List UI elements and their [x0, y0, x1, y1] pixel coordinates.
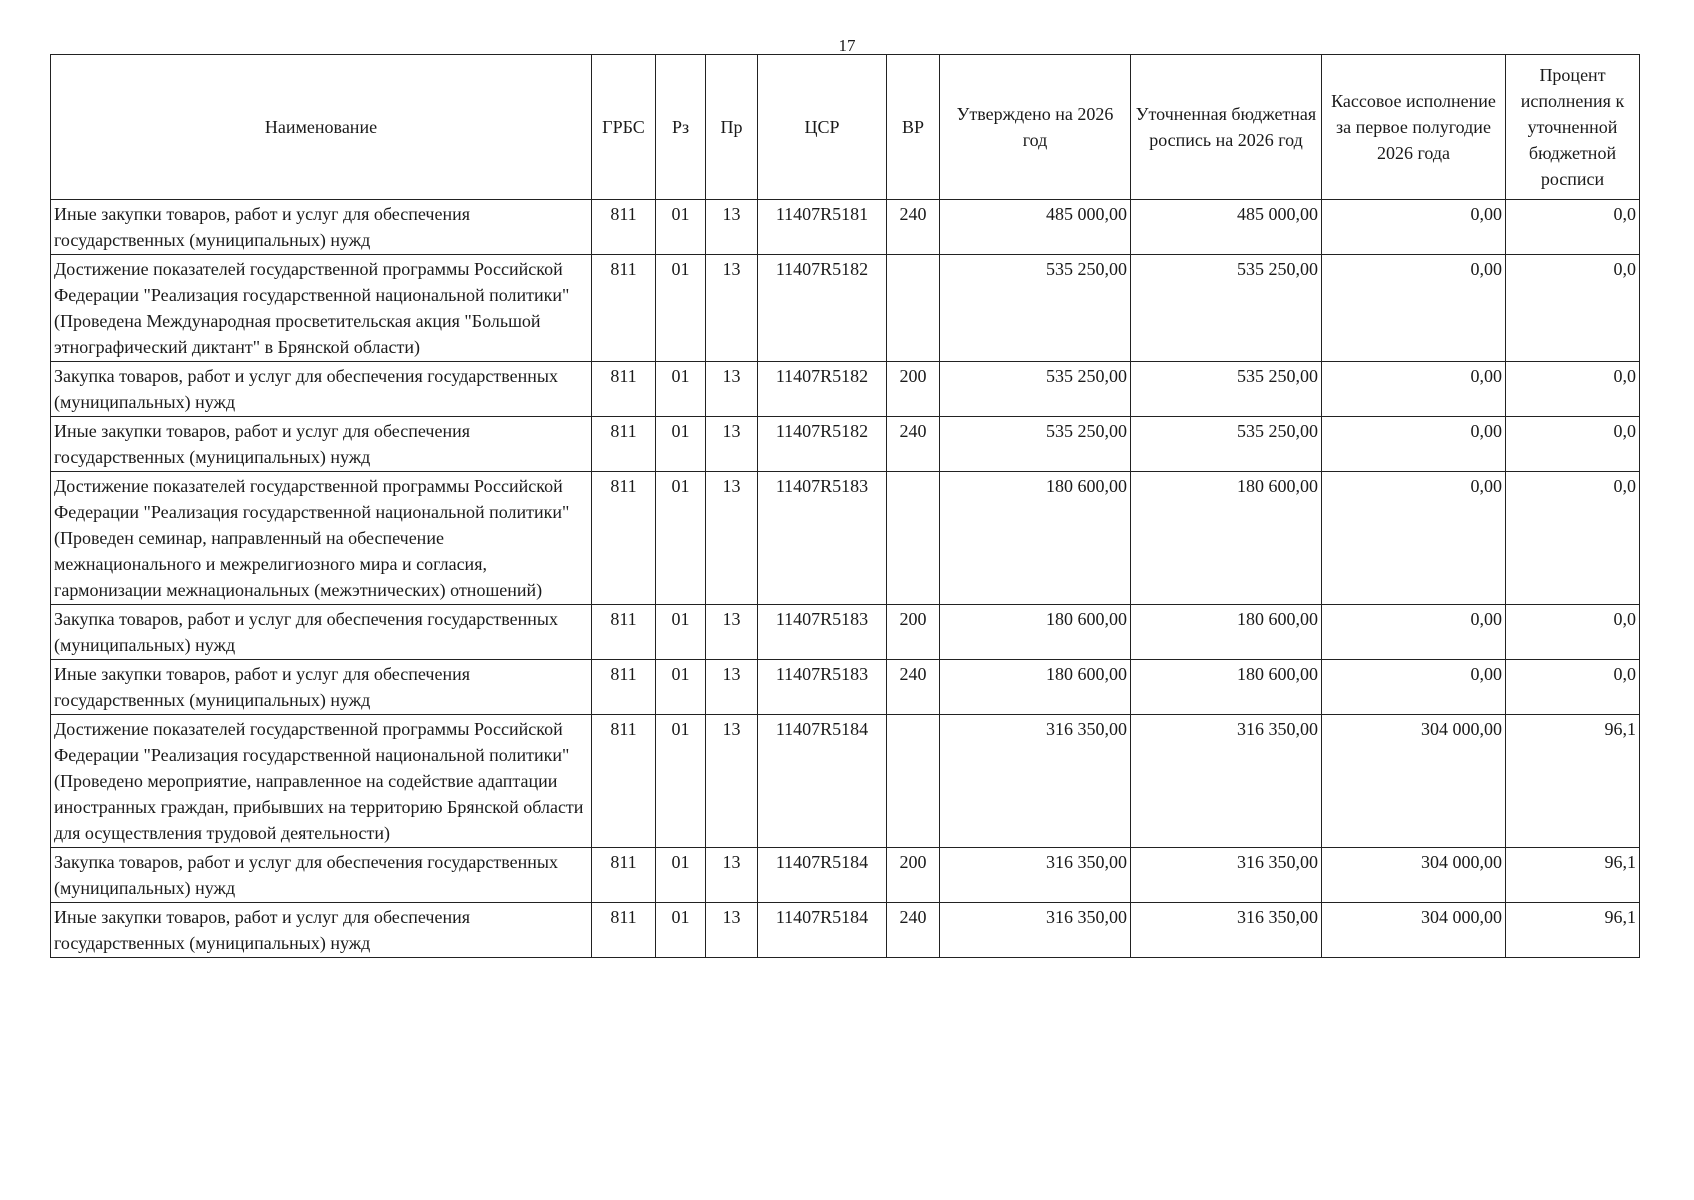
cell-grbs: 811 — [592, 903, 656, 958]
cell-vr — [887, 255, 940, 362]
cell-csr: 11407R5182 — [758, 362, 887, 417]
cell-csr: 11407R5184 — [758, 848, 887, 903]
cell-name: Иные закупки товаров, работ и услуг для обеспечения государственных (муниципальных) нужд — [51, 417, 592, 472]
cell-adjusted: 316 350,00 — [1131, 903, 1322, 958]
cell-grbs: 811 — [592, 417, 656, 472]
cell-cash: 0,00 — [1322, 660, 1506, 715]
page-number: 17 — [838, 36, 856, 55]
cell-rz: 01 — [656, 417, 706, 472]
table-row — [51, 417, 1640, 472]
cell-percent: 96,1 — [1506, 903, 1640, 958]
cell-grbs: 811 — [592, 472, 656, 605]
cell-approved: 535 250,00 — [940, 255, 1131, 362]
cell-csr: 11407R5184 — [758, 715, 887, 848]
cell-csr: 11407R5181 — [758, 200, 887, 255]
cell-vr: 200 — [887, 605, 940, 660]
cell-grbs: 811 — [592, 362, 656, 417]
cell-cash: 304 000,00 — [1322, 715, 1506, 848]
cell-adjusted: 180 600,00 — [1131, 605, 1322, 660]
cell-pr: 13 — [706, 200, 758, 255]
cell-vr — [887, 715, 940, 848]
cell-adjusted: 180 600,00 — [1131, 472, 1322, 605]
cell-rz: 01 — [656, 200, 706, 255]
cell-percent: 0,0 — [1506, 255, 1640, 362]
cell-csr: 11407R5183 — [758, 660, 887, 715]
header-rz: Рз — [656, 55, 706, 200]
cell-pr: 13 — [706, 715, 758, 848]
cell-name: Иные закупки товаров, работ и услуг для обеспечения государственных (муниципальных) нужд — [51, 903, 592, 958]
cell-cash: 304 000,00 — [1322, 903, 1506, 958]
cell-vr: 200 — [887, 362, 940, 417]
cell-grbs: 811 — [592, 660, 656, 715]
cell-cash: 0,00 — [1322, 472, 1506, 605]
cell-cash: 0,00 — [1322, 417, 1506, 472]
cell-pr: 13 — [706, 255, 758, 362]
cell-csr: 11407R5183 — [758, 605, 887, 660]
table-row — [51, 255, 1640, 362]
cell-rz: 01 — [656, 362, 706, 417]
cell-vr: 240 — [887, 200, 940, 255]
cell-grbs: 811 — [592, 605, 656, 660]
header-csr: ЦСР — [758, 55, 887, 200]
cell-grbs: 811 — [592, 255, 656, 362]
cell-name: Иные закупки товаров, работ и услуг для обеспечения государственных (муниципальных) нужд — [51, 660, 592, 715]
cell-rz: 01 — [656, 472, 706, 605]
cell-approved: 316 350,00 — [940, 848, 1131, 903]
header-vr: ВР — [887, 55, 940, 200]
header-approved: Утверждено на 2026 год — [940, 55, 1131, 200]
cell-approved: 316 350,00 — [940, 903, 1131, 958]
cell-name: Закупка товаров, работ и услуг для обеспечения государственных (муниципальных) нужд — [51, 848, 592, 903]
cell-approved: 180 600,00 — [940, 660, 1131, 715]
header-grbs: ГРБС — [592, 55, 656, 200]
cell-adjusted: 485 000,00 — [1131, 200, 1322, 255]
cell-vr: 240 — [887, 660, 940, 715]
cell-grbs: 811 — [592, 848, 656, 903]
table-header-row — [51, 55, 1640, 200]
cell-percent: 0,0 — [1506, 472, 1640, 605]
cell-percent: 96,1 — [1506, 848, 1640, 903]
cell-name: Иные закупки товаров, работ и услуг для обеспечения государственных (муниципальных) нужд — [51, 200, 592, 255]
cell-pr: 13 — [706, 605, 758, 660]
cell-rz: 01 — [656, 903, 706, 958]
cell-approved: 316 350,00 — [940, 715, 1131, 848]
cell-adjusted: 316 350,00 — [1131, 715, 1322, 848]
cell-vr — [887, 472, 940, 605]
cell-name: Достижение показателей государственной программы Российской Федерации "Реализация государственной национальной политики" (Проведено мероприятие, направленное на содействие адаптации иностранных граждан, прибывших на территорию Брянской области для осуществления трудовой деятельности) — [51, 715, 592, 848]
cell-pr: 13 — [706, 903, 758, 958]
cell-vr: 240 — [887, 417, 940, 472]
cell-adjusted: 535 250,00 — [1131, 417, 1322, 472]
table-row — [51, 200, 1640, 255]
table-row — [51, 605, 1640, 660]
cell-pr: 13 — [706, 417, 758, 472]
table-row — [51, 903, 1640, 958]
cell-vr: 240 — [887, 903, 940, 958]
cell-approved: 535 250,00 — [940, 417, 1131, 472]
cell-grbs: 811 — [592, 715, 656, 848]
cell-vr: 200 — [887, 848, 940, 903]
cell-rz: 01 — [656, 660, 706, 715]
header-pr: Пр — [706, 55, 758, 200]
cell-adjusted: 535 250,00 — [1131, 362, 1322, 417]
cell-adjusted: 180 600,00 — [1131, 660, 1322, 715]
cell-cash: 0,00 — [1322, 605, 1506, 660]
cell-grbs: 811 — [592, 200, 656, 255]
cell-percent: 0,0 — [1506, 417, 1640, 472]
cell-approved: 485 000,00 — [940, 200, 1131, 255]
header-percent: Процент исполнения к уточненной бюджетной росписи — [1506, 55, 1640, 200]
cell-pr: 13 — [706, 848, 758, 903]
budget-table — [50, 54, 1640, 958]
cell-approved: 180 600,00 — [940, 472, 1131, 605]
header-cash: Кассовое исполнение за первое полугодие 2026 года — [1322, 55, 1506, 200]
cell-name: Закупка товаров, работ и услуг для обеспечения государственных (муниципальных) нужд — [51, 362, 592, 417]
table-row — [51, 472, 1640, 605]
cell-percent: 96,1 — [1506, 715, 1640, 848]
cell-adjusted: 316 350,00 — [1131, 848, 1322, 903]
table-row — [51, 362, 1640, 417]
table-row — [51, 660, 1640, 715]
cell-csr: 11407R5182 — [758, 417, 887, 472]
cell-rz: 01 — [656, 255, 706, 362]
cell-adjusted: 535 250,00 — [1131, 255, 1322, 362]
header-name: Наименование — [51, 55, 592, 200]
cell-percent: 0,0 — [1506, 362, 1640, 417]
cell-cash: 304 000,00 — [1322, 848, 1506, 903]
cell-rz: 01 — [656, 715, 706, 848]
cell-csr: 11407R5182 — [758, 255, 887, 362]
cell-approved: 535 250,00 — [940, 362, 1131, 417]
cell-pr: 13 — [706, 362, 758, 417]
cell-pr: 13 — [706, 660, 758, 715]
cell-pr: 13 — [706, 472, 758, 605]
cell-cash: 0,00 — [1322, 200, 1506, 255]
table-row — [51, 715, 1640, 848]
cell-percent: 0,0 — [1506, 605, 1640, 660]
cell-name: Достижение показателей государственной программы Российской Федерации "Реализация государственной национальной политики" (Проведена Международная просветительская акция "Большой этнографический диктант" в Брянской области) — [51, 255, 592, 362]
cell-cash: 0,00 — [1322, 255, 1506, 362]
cell-percent: 0,0 — [1506, 200, 1640, 255]
cell-cash: 0,00 — [1322, 362, 1506, 417]
cell-percent: 0,0 — [1506, 660, 1640, 715]
cell-rz: 01 — [656, 605, 706, 660]
cell-name: Закупка товаров, работ и услуг для обеспечения государственных (муниципальных) нужд — [51, 605, 592, 660]
cell-rz: 01 — [656, 848, 706, 903]
header-adjusted: Уточненная бюджетная роспись на 2026 год — [1131, 55, 1322, 200]
cell-name: Достижение показателей государственной программы Российской Федерации "Реализация государственной национальной политики" (Проведен семинар, направленный на обеспечение межнационального и межрелигиозного мира и согласия, гармонизации межнациональных (межэтнических) отношений) — [51, 472, 592, 605]
cell-approved: 180 600,00 — [940, 605, 1131, 660]
cell-csr: 11407R5183 — [758, 472, 887, 605]
cell-csr: 11407R5184 — [758, 903, 887, 958]
table-row — [51, 848, 1640, 903]
